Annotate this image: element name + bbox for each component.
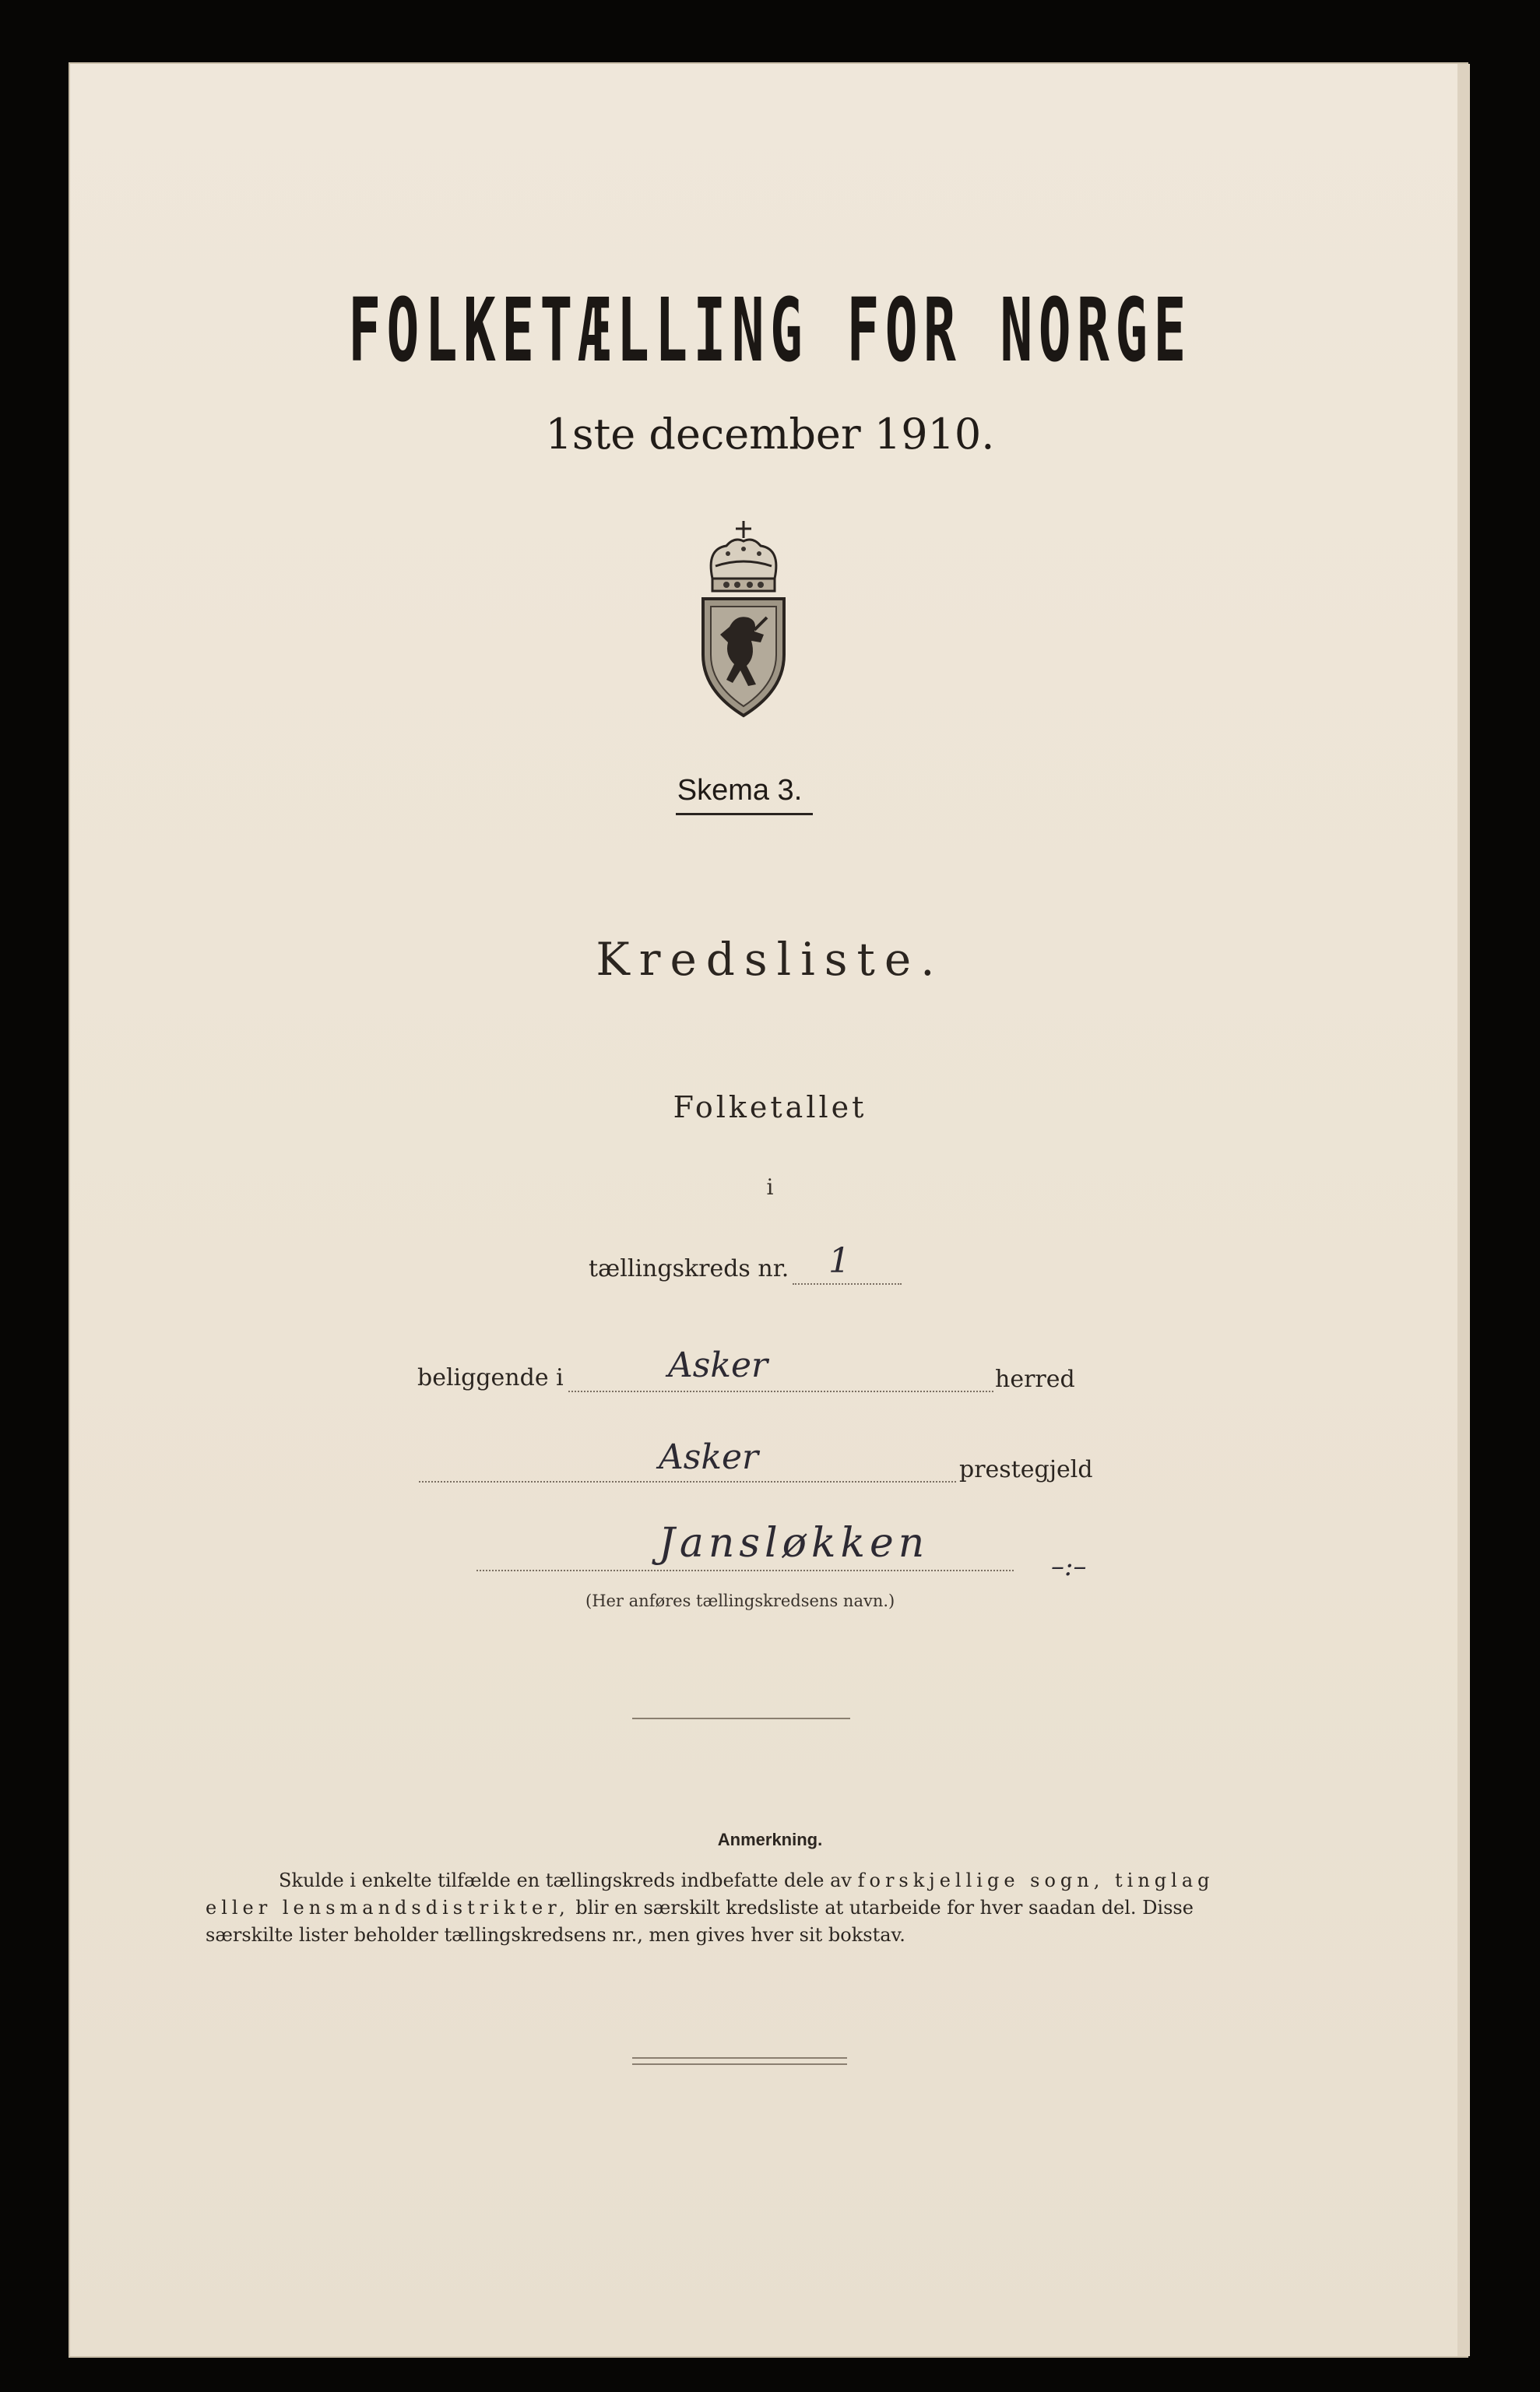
census-form-sheet <box>69 62 1468 2358</box>
district-number-field[interactable]: 1 <box>828 1241 850 1281</box>
note-body <box>206 1867 1274 1949</box>
bottom-double-rule-top <box>632 2057 847 2059</box>
norwegian-coat-of-arms-icon <box>689 518 798 720</box>
district-number-label: tællingskreds nr. <box>589 1255 789 1282</box>
schema-underline <box>676 813 813 815</box>
sheet-edge <box>1457 64 1470 2356</box>
prestegjeld-dotted-line <box>419 1481 956 1483</box>
prestegjeld-label: prestegjeld <box>959 1456 1093 1483</box>
form-title: Kredsliste. <box>596 933 944 986</box>
preposition-text: i <box>766 1174 774 1200</box>
note-line3: særskilte lister beholder tællingskredsens nr., men gives hver sit bokstav. <box>206 1924 905 1946</box>
census-date: 1ste december 1910. <box>545 410 995 459</box>
district-name-dotted-line <box>476 1570 1014 1571</box>
prestegjeld-field[interactable]: Asker <box>659 1437 759 1477</box>
note-line1-text: Skulde i enkelte tilfælde en tællingskreds indbefatte dele av <box>279 1870 852 1891</box>
note-line2-spaced: eller lensmandsdistrikter, <box>206 1897 570 1919</box>
schema-number: Skema 3. <box>677 774 803 807</box>
note-line1-spaced: forskjellige sogn, tinglag <box>857 1870 1215 1891</box>
district-name-caption: (Her anføres tællingskredsens navn.) <box>585 1592 895 1610</box>
herred-dotted-line <box>568 1391 993 1392</box>
margin-handwritten-mark: –:– <box>1051 1551 1087 1582</box>
section-divider <box>632 1718 850 1719</box>
district-name-field[interactable]: Jansløkken <box>659 1520 930 1567</box>
herred-field[interactable]: Asker <box>668 1346 768 1385</box>
note-title: Anmerkning. <box>717 1830 823 1849</box>
district-number-dotted-line <box>793 1283 902 1285</box>
herred-label: herred <box>995 1366 1075 1393</box>
note-line2-text: blir en særskilt kredsliste at utarbeide for hver saadan del. Disse <box>575 1897 1194 1919</box>
bottom-double-rule-bottom <box>632 2063 847 2065</box>
form-subtitle: Folketallet <box>673 1090 867 1124</box>
located-in-label: beliggende i <box>417 1364 564 1391</box>
form-heading: FOLKETÆLLING FOR NORGE <box>348 280 1192 382</box>
